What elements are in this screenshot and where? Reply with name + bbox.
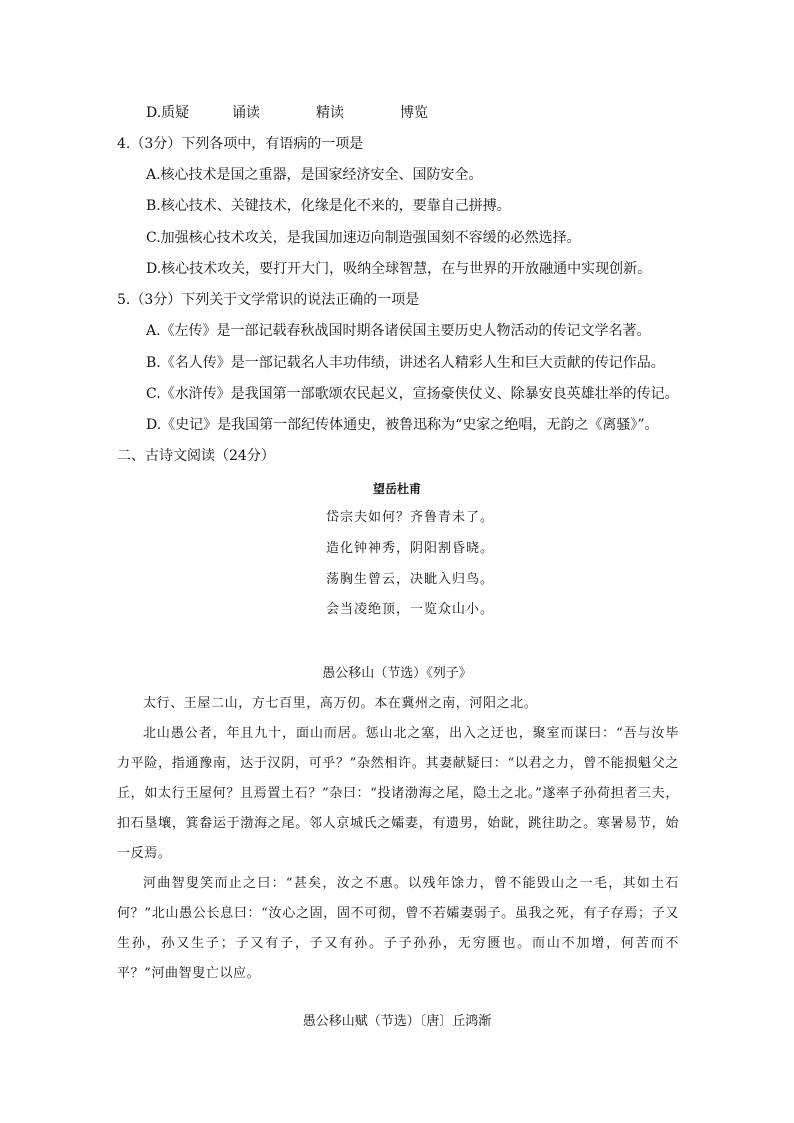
q5-stem: 5.（3分）下列关于文学常识的说法正确的一项是 (117, 292, 420, 308)
poem-line-2: 造化钟神秀，阴阳割昏晓。 (326, 541, 495, 556)
q4-option-c: C.加强核心技术攻关，是我国加速迈向制造强国刻不容缓的必然选择。 (146, 230, 581, 246)
yugong-paragraph-3: 河曲智叟笑而止之曰：“甚矣，汝之不惠。以残年馀力，曾不能毁山之一毛，其如土石何？”北山愚公长息曰：“汝心之固，固不可彻，曾不若孀妻弱子。虽我之死，有子存焉；子又生孙，孙又生子；子又有子，子又有孙。子子孙孙，无穷匮也。而山不加增，何苦而不平？”河曲智叟亡以应。 (117, 876, 679, 981)
section-heading: 二、古诗文阅读（24分） (117, 448, 275, 464)
q3-option-d-word-3: 精读 (316, 105, 344, 121)
fu-title: 愚公移山赋（节选）〔唐〕丘鸿渐 (302, 1014, 492, 1029)
poem-line-1: 岱宗夫如何？齐鲁青未了。 (326, 510, 495, 525)
yugong-paragraph-2: 北山愚公者，年且九十，面山而居。惩山北之塞，出入之迂也，聚室而谋曰：“吾与汝毕力平险，指通豫南，达于汉阴，可乎？”杂然相许。其妻献疑曰：“以君之力，曾不能损魁父之丘，如太行王屋何？且焉置土石？”杂曰：“投诸渤海之尾，隐土之北。”遂率子孙荷担者三夫，扣石垦壤，箕畚运于渤海之尾。邻人京城氏之孀妻，有遗男，始龀，跳往助之。寒暑易节，始一反焉。 (117, 726, 679, 861)
yugong-title: 愚公移山（节选）《列子》 (322, 666, 472, 681)
q4-option-b: B.核心技术、关键技术，化缘是化不来的，要靠自己拼搏。 (146, 198, 511, 214)
yugong-paragraph-1: 太行、王屋二山，方七百里，高万仞。本在冀州之南，河阳之北。 (143, 696, 538, 711)
q3-option-d-word-4: 博览 (400, 105, 428, 121)
q5-option-a: A.《左传》是一部记载春秋战国时期各诸侯国主要历史人物活动的传记文学名著。 (146, 323, 651, 339)
q5-option-c: C.《水浒传》是我国第一部歌颂农民起义，宣扬豪侠仗义、除暴安良英雄壮举的传记。 (146, 386, 679, 402)
q3-option-d-letter: D.质疑 (146, 105, 190, 121)
q4-option-a: A.核心技术是国之重器，是国家经济安全、国防安全。 (146, 167, 483, 183)
q5-option-d: D.《史记》是我国第一部纪传体通史，被鲁迅称为“史家之绝唱，无韵之《离骚》”。 (146, 417, 659, 433)
q4-option-d: D.核心技术攻关，要打开大门，吸纳全球智慧，在与世界的开放融通中实现创新。 (146, 261, 652, 277)
q5-option-b: B.《名人传》是一部记载名人丰功伟绩，讲述名人精彩人生和巨大贡献的传记作品。 (146, 355, 665, 371)
q3-option-d (146, 103, 428, 123)
q3-option-d-word-2: 诵读 (232, 105, 260, 121)
poem-title: 望岳杜甫 (372, 482, 421, 496)
poem-line-3: 荡胸生曾云，决眦入归鸟。 (326, 572, 495, 587)
poem-line-4: 会当凌绝顶，一览众山小。 (326, 602, 495, 617)
yugong-text (117, 689, 679, 989)
q4-stem: 4.（3分）下列各项中，有语病的一项是 (117, 136, 364, 152)
